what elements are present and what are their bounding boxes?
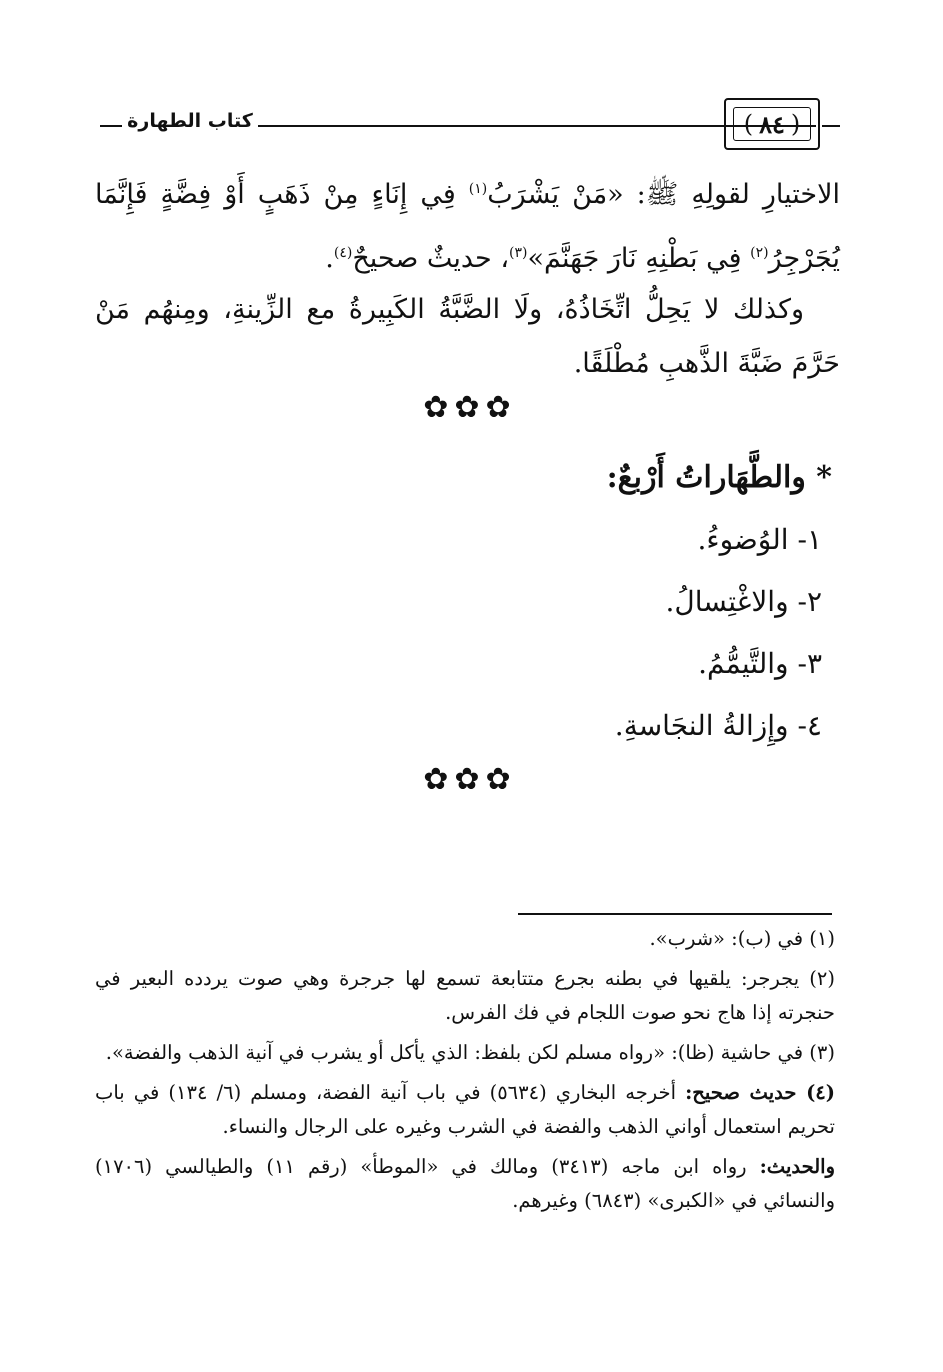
footnote-4-text: أخرجه البخاري (٥٦٣٤) في باب آنية الفضة، ومسلم (٦/ ١٣٤) في باب تحريم استعمال أواني الذهب والفضة في الشرب وغيره على الرجال والنساء. — [95, 1081, 835, 1138]
footnote-2: (٢) يجرجر: يلقيها في بطنه بجرع متتابعة تسمع لها جرجرة وهي صوت يردده البعير في حنجرته إذا هاج نحو صوت اللجام في فك الفرس. — [95, 967, 835, 1024]
footnote-4 — [95, 1076, 835, 1144]
footnote-1: (١) في (ب): «شرب». — [649, 927, 835, 950]
page-number-frame — [733, 107, 811, 141]
page-number: ٨٤ — [759, 109, 785, 139]
ornament-divider-bottom: ✿✿✿ — [423, 762, 517, 797]
footnote-ref-4[interactable]: (٤) — [333, 245, 353, 261]
footnote-ref-1[interactable]: (١) — [468, 181, 488, 197]
p1-text-e: . — [325, 243, 334, 274]
bracket-close: ) — [790, 110, 801, 138]
bracket-open: ( — [743, 110, 754, 138]
p1-text-b: فِي إِنَاءٍ مِنْ ذَهَبٍ أَوْ فِضَّةٍ فَإِنَّمَا يُجَرْجِرُ — [95, 179, 840, 274]
page-number-box — [724, 98, 820, 150]
footnote-5-text: رواه ابن ماجه (٣٤١٣) ومالك في «الموطأ» (رقم ١١) والطيالسي (١٧٠٦) والنسائي في «الكبرى» (٦٨٤٣) وغيرهم. — [95, 1155, 835, 1212]
paragraph-ruling: وكذلك لا يَحِلُّ اتِّخَاذُهُ، ولَا الضَّبَّةُ الكَبِيرةُ مع الزِّينةِ، ومِنهُم مَنْ حَرَّمَ ضَبَّةَ الذَّهبِ مُطْلَقًا. — [95, 294, 840, 379]
footnotes — [95, 922, 835, 1224]
section-heading: * والطَّهَاراتُ أَرْبعٌ: — [606, 460, 832, 495]
footnote-separator — [518, 913, 832, 915]
list-item: ٤- وإِزالةُ النجَاسةِ. — [614, 709, 822, 742]
footnote-5 — [95, 1150, 835, 1218]
p1-text-c: فِي بَطْنِهِ نَارَ جَهَنَّمَ» — [527, 243, 742, 274]
header-rule-left — [100, 125, 122, 127]
list-item: ٢- والاغْتِسالُ. — [665, 585, 822, 618]
footnote-ref-2[interactable]: (٢) — [750, 245, 769, 261]
purification-list — [95, 517, 832, 765]
footnote-ref-3[interactable]: (٣) — [509, 245, 528, 261]
list-item: ١- الوُضوءُ. — [697, 523, 822, 556]
p1-text-d: ، حديثٌ صحيحٌ — [352, 243, 510, 274]
footnote-5-label: والحديث: — [759, 1155, 835, 1178]
ornament-divider-top: ✿✿✿ — [423, 390, 517, 425]
p1-text-a: الاختيارِ لقولِهِ ﷺ: «مَنْ يَشْرَبُ — [487, 179, 840, 210]
paragraph-hadith — [95, 160, 840, 288]
footnote-3: (٣) في حاشية (ظا): «رواه مسلم لكن بلفظ: الذي يأكل أو يشرب في آنية الذهب والفضة». — [105, 1041, 835, 1064]
page-header — [100, 98, 840, 148]
list-item: ٣- والتَّيمُّمُ. — [698, 647, 822, 680]
footnote-4-label: (٤) حديث صحيح: — [685, 1081, 836, 1104]
header-rule-right — [822, 125, 840, 127]
book-title: كتاب الطهارة — [127, 110, 253, 132]
